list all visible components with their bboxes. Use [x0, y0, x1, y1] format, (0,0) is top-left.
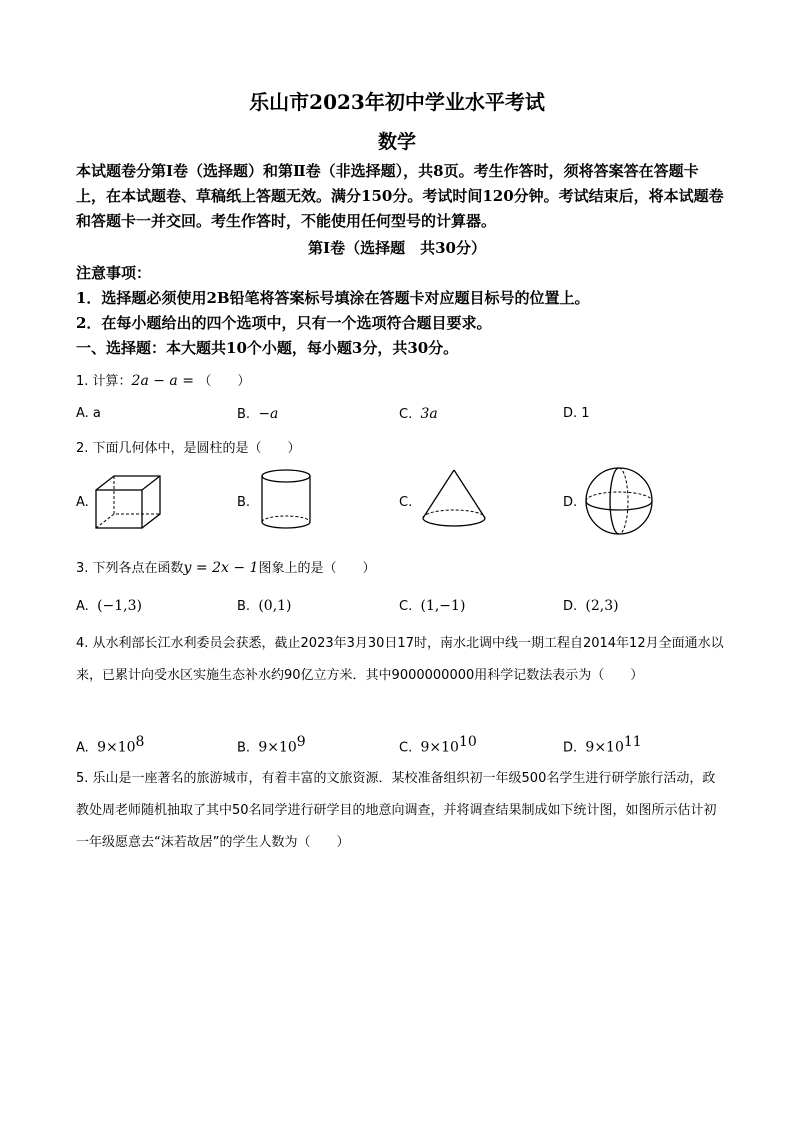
q2-option-a[interactable]: A. — [76, 495, 89, 510]
notes-heading: 注意事项： — [76, 264, 152, 282]
q2-option-c[interactable]: C. — [399, 495, 413, 510]
q3-suffix: 图象上的是（ ） — [258, 561, 376, 576]
q1-prefix: 1. 计算： — [76, 374, 132, 389]
note-2: 2．在每小题给出的四个选项中，只有一个选项符合题目要求。 — [76, 314, 492, 332]
subject-title: 数学 — [377, 131, 416, 153]
section-1-heading: 一、选择题：本大题共10个小题，每小题3分，共30分。 — [76, 339, 459, 357]
q3-option-c[interactable]: C. (1,−1) — [399, 598, 466, 614]
q2-option-b[interactable]: B. — [237, 495, 251, 510]
q3-expression: y = 2x − 1 — [183, 560, 259, 576]
q3-option-a[interactable]: A. (−1,3) — [76, 598, 142, 614]
note-1: 1．选择题必须使用2B铅笔将答案标号填涂在答题卡对应题目标号的位置上。 — [76, 289, 590, 307]
q3-option-d[interactable]: D. (2,3) — [563, 598, 619, 614]
q1-option-b[interactable]: B. −a — [237, 406, 279, 422]
cylinder-icon — [258, 468, 314, 532]
q1-option-b-value: −a — [258, 406, 279, 422]
part-heading: 第Ⅰ卷（选择题 共30分） — [308, 239, 486, 257]
q3-prefix: 3. 下列各点在函数 — [76, 561, 184, 576]
question-5: 5. 乐山是一座著名的旅游城市，有着丰富的文旅资源．某校准备组织初一年级500名学生进行研学旅行活动，政教处周老师随机抽取了其中50名同学进行研学目的地意向调查，并将调查结果制成如下统计图，如图所示估计初一年级愿意去“沫若故居”的学生人数为（ ） — [76, 771, 717, 850]
q4-option-c[interactable]: C. $9\times 10^{10}$ — [399, 734, 477, 756]
question-2: 2. 下面几何体中，是圆柱的是（ ） — [76, 441, 301, 456]
page-title: 乐山市2023年初中学业水平考试 — [249, 90, 545, 114]
q4-option-b[interactable]: B. $9\times 10^9$ — [237, 734, 306, 756]
sphere-icon — [584, 466, 654, 536]
q3-option-b[interactable]: B. (0,1) — [237, 598, 292, 614]
cube-icon — [94, 474, 164, 530]
q1-option-c[interactable]: C. 3a — [399, 406, 438, 422]
question-1 — [76, 370, 250, 389]
q1-option-d[interactable]: D. 1 — [563, 406, 590, 421]
question-4: 4. 从水利部长江水利委员会获悉，截止2023年3月30日17时，南水北调中线一期工程自2014年12月全面通水以来，已累计向受水区实施生态补水约90亿立方米．其中9000000000用科学记数法表示为（ ） — [76, 636, 724, 683]
q1-option-c-value: 3a — [420, 406, 438, 422]
q1-expression: 2a − a = — [131, 373, 199, 389]
cone-icon — [420, 468, 488, 532]
q1-blank: （ ） — [198, 374, 251, 389]
q4-option-a[interactable]: A. $9\times 10^8$ — [76, 734, 145, 756]
question-3 — [76, 557, 375, 576]
q4-option-d[interactable]: D. $9\times 10^{11}$ — [563, 734, 642, 756]
intro-paragraph: 本试题卷分第Ⅰ卷（选择题）和第Ⅱ卷（非选择题），共8页。考生作答时，须将答案答在答题卡上，在本试题卷、草稿纸上答题无效。满分150分。考试时间120分钟。考试结束后，将本试题卷和答题卡一并交回。考生作答时，不能使用任何型号的计算器。 — [76, 162, 724, 230]
q1-option-a[interactable]: A. a — [76, 406, 101, 421]
q2-option-d[interactable]: D. — [563, 495, 578, 510]
